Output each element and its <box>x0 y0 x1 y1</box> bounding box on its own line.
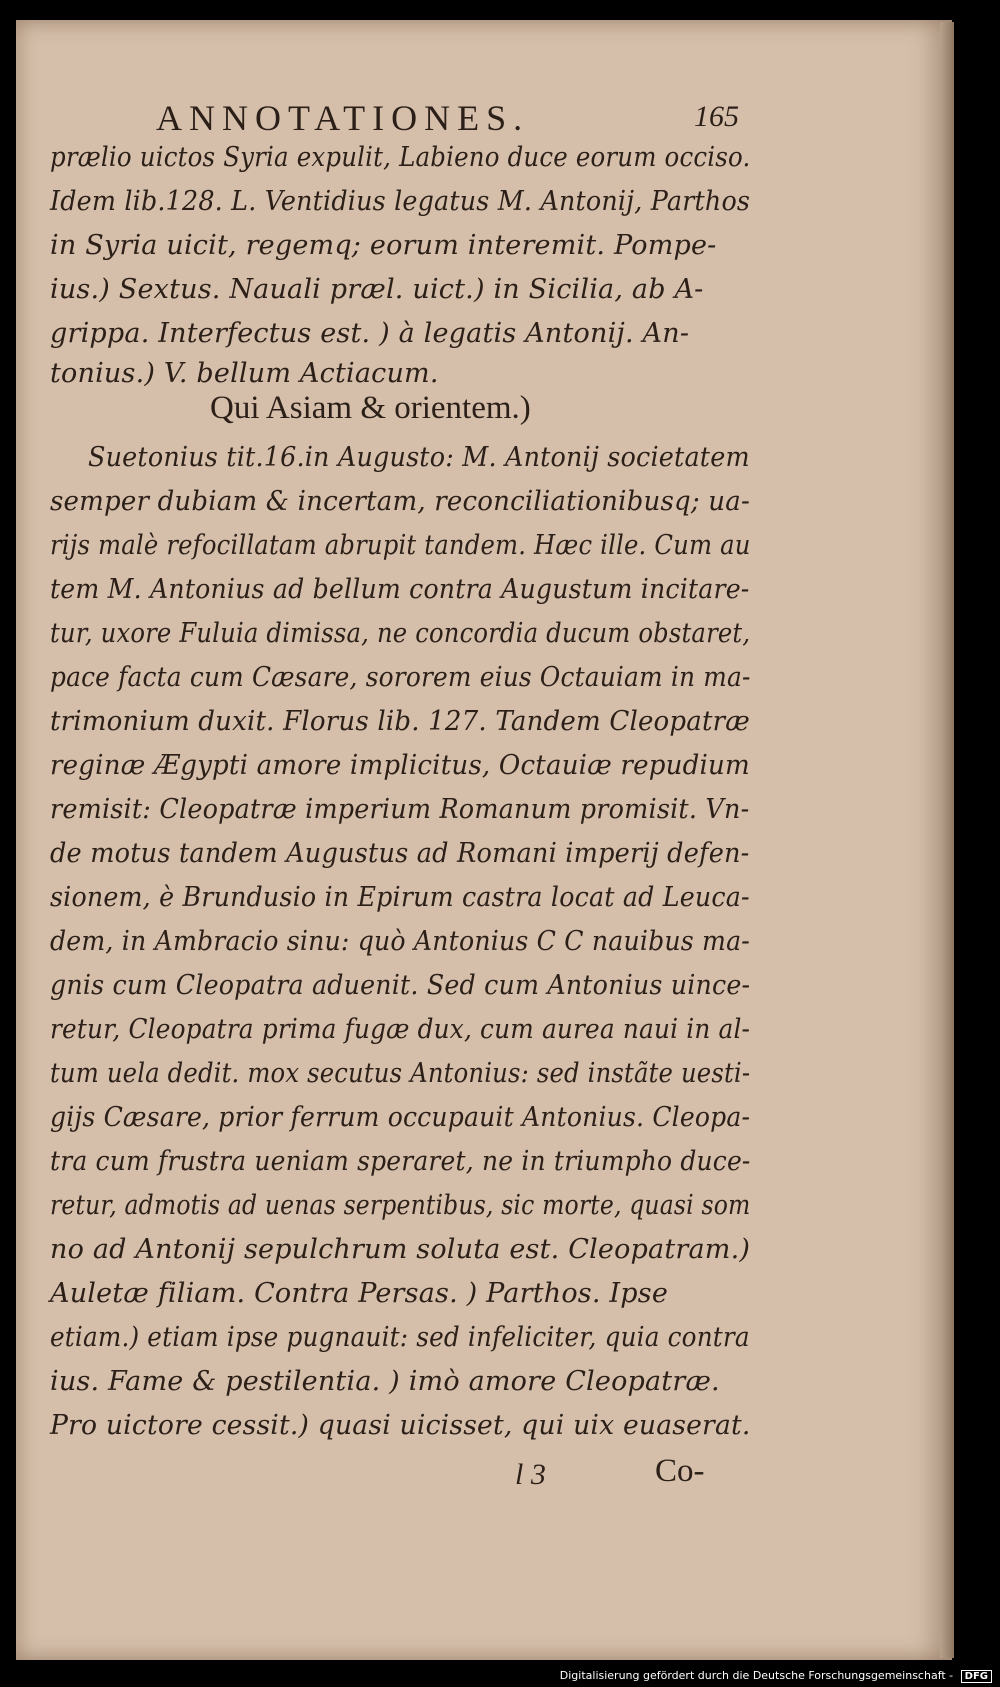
text-line: no ad Antonij sepulchrum soluta est. Cleopatram.) <box>50 1234 751 1265</box>
text-line: tur, uxore Fuluia dimissa, ne concordia ducum obstaret, <box>50 618 751 649</box>
text-line: trimonium duxit. Florus lib. 127. Tandem Cleopatræ <box>50 706 750 737</box>
signature-mark: l 3 <box>515 1458 546 1491</box>
text-line: tum uela dedit. mox secutus Antonius: sed instãte uesti- <box>50 1058 751 1089</box>
text-line: Pro uictore cessit.) quasi uicisset, qui uix euaserat. <box>50 1410 751 1441</box>
text-line: tonius.) V. bellum Actiacum. <box>50 358 439 389</box>
text-line: tra cum frustra ueniam speraret, ne in triumpho duce- <box>50 1146 751 1177</box>
text-line: dem, in Ambracio sinu: quò Antonius C C nauibus ma- <box>50 926 750 957</box>
dfg-logo: DFG <box>961 1670 992 1683</box>
text-line: ius.) Sextus. Nauali præl. uict.) in Sicilia, ab A- <box>50 274 704 305</box>
text-line: remisit: Cleopatræ imperium Romanum promisit. Vn- <box>50 794 750 825</box>
text-line: Idem lib.128. L. Ventidius legatus M. Antonij, Parthos <box>50 186 751 217</box>
text-line: grippa. Interfectus est. ) à legatis Antonij. An- <box>50 318 690 349</box>
page-edge <box>940 22 954 1658</box>
text-line: gijs Cæsare, prior ferrum occupauit Antonius. Cleopa- <box>50 1102 751 1133</box>
text-line: gnis cum Cleopatra aduenit. Sed cum Antonius uince- <box>50 970 751 1001</box>
text-line: pace facta cum Cæsare, sororem eius Octauiam in ma- <box>50 662 751 693</box>
text-line: etiam.) etiam ipse pugnauit: sed infeliciter, quia contra <box>50 1322 750 1353</box>
text-line: Auletæ filiam. Contra Persas. ) Parthos. Ipse <box>50 1278 669 1309</box>
text-line: ius. Fame & pestilentia. ) imò amore Cleopatræ. <box>50 1366 720 1397</box>
text-line: prælio uictos Syria expulit, Labieno duce eorum occiso. <box>50 142 751 173</box>
text-line: retur, admotis ad uenas serpentibus, sic morte, quasi som <box>50 1190 751 1221</box>
text-line: rijs malè refocillatam abrupit tandem. Hæc ille. Cum au <box>50 530 751 561</box>
text-line: Suetonius tit.16.in Augusto: M. Antonij societatem <box>88 442 750 473</box>
running-head: ANNOTATIONES. <box>156 98 530 138</box>
text-line: retur, Cleopatra prima fugæ dux, cum aurea naui in al- <box>50 1014 751 1045</box>
text-line: sionem, è Brundusio in Epirum castra locat ad Leuca- <box>50 882 750 913</box>
text-line: de motus tandem Augustus ad Romani imperij defen- <box>50 838 750 869</box>
text-line: semper dubiam & incertam, reconciliationibusq; ua- <box>50 486 750 517</box>
catchword: Co- <box>655 1453 705 1489</box>
text-line: in Syria uicit, regemq; eorum interemit. Pompe- <box>50 230 717 261</box>
text-line: tem M. Antonius ad bellum contra Augustum incitare- <box>50 574 750 605</box>
text-line: reginæ Ægypti amore implicitus, Octauiæ repudium <box>50 750 750 781</box>
lemma-heading: Qui Asiam & orientem.) <box>210 390 531 426</box>
digitization-footer <box>560 1669 992 1683</box>
page-number: 165 <box>694 100 739 133</box>
footer-text: Digitalisierung gefördert durch die Deutsche Forschungsgemeinschaft - <box>559 1669 954 1682</box>
